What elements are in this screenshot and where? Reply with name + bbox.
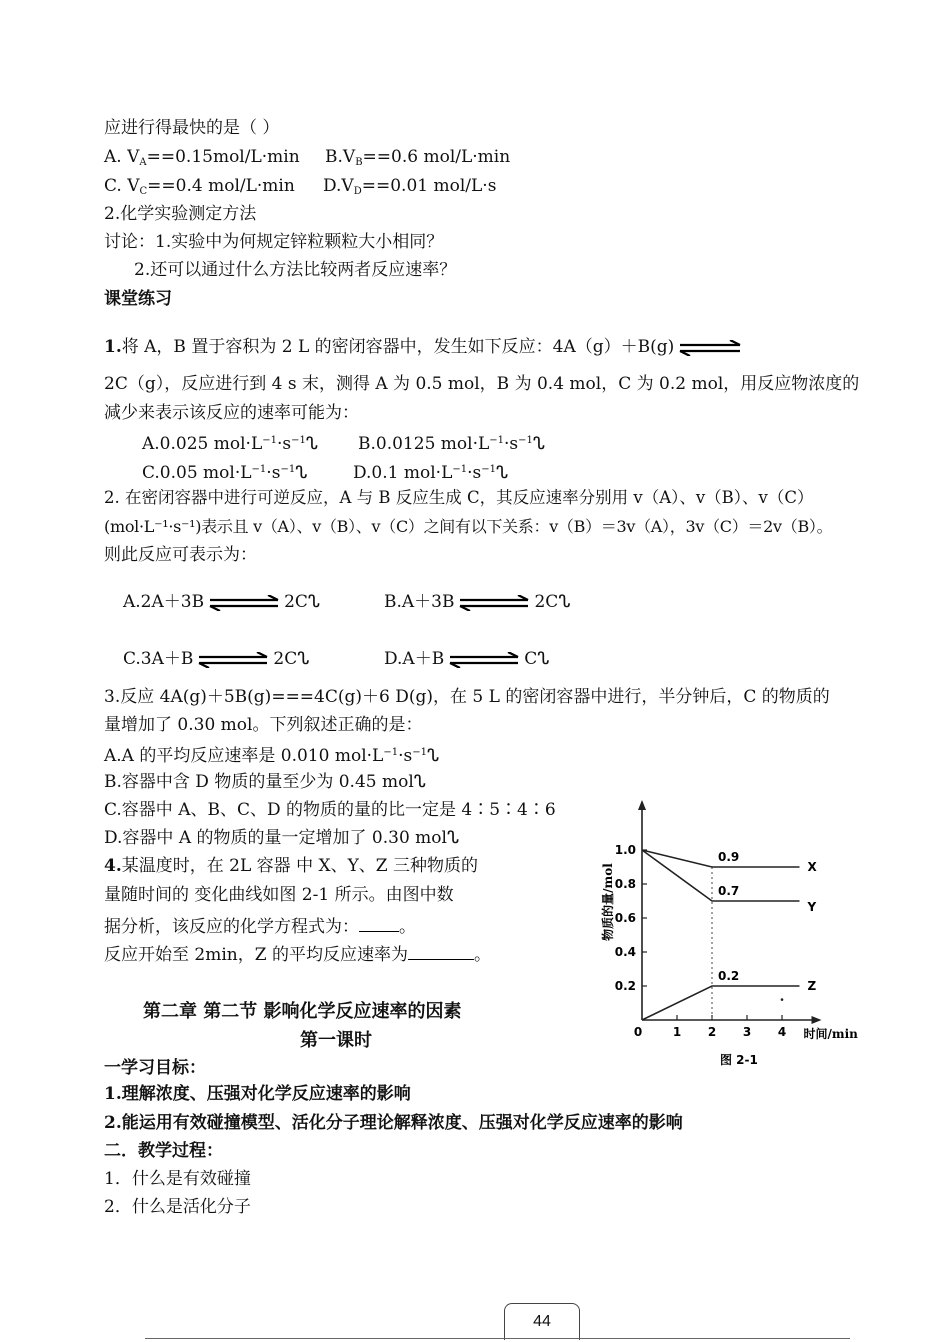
x-axis-label: 时间/min [803, 1027, 858, 1041]
scribble-icon: ᔐ [446, 828, 460, 848]
stray-dot [781, 998, 784, 1001]
y-tick-label: 0.8 [614, 877, 636, 891]
x-tick-label: 3 [742, 1025, 752, 1039]
page-number: 44 [504, 1303, 580, 1340]
series-label-z: Z [807, 979, 817, 993]
y-axis-arrow [638, 800, 646, 810]
q4-line4: 反应开始至 2min，Z 的平均反应速率为 。 [104, 941, 491, 966]
scribble-icon: ᔐ [496, 463, 509, 483]
q3-option-a: A.A 的平均反应速率是 0.010 $mol\cdot L^{-1}\cdot s^{-1}ᔐ$ [104, 746, 440, 766]
goals-heading: 一学习目标： [104, 1058, 206, 1078]
chart-caption: 图 2-1 [720, 1053, 758, 1067]
discussion-1: 讨论：1.实验中为何规定锌粒颗粒大小相同？ [104, 232, 444, 252]
point-label: 0.9 [718, 850, 740, 864]
reversible-arrow-icon [197, 652, 269, 668]
q2-line2: (mol·L⁻¹·s⁻¹)表示且 v（A）、v（B）、v（C）之间有以下关系：v（B）＝3v（A），3v（C）＝2v（B）。 [104, 517, 833, 536]
q1-option-d: D.0.1 $mol\cdot L^{-1}\cdot s^{-1}ᔐ$ [353, 463, 509, 483]
q4-line3: 据分析，该反应的化学方程式为： 。 [104, 913, 416, 938]
process-heading: 二．教学过程： [104, 1141, 223, 1161]
scribble-icon: ᔐ [305, 434, 318, 454]
q-top-option-d: $D.V_D==0.01$ mol/L·s [323, 176, 497, 197]
q4-line1: 4.某温度时，在 2L 容器 中 X、Y、Z 三种物质的 [104, 856, 479, 876]
y-tick-label: 0.6 [614, 911, 636, 925]
q2-line1: 2. 在密闭容器中进行可逆反应，A 与 B 反应生成 C，其反应速率分别用 v（A）、v（B）、v（C） [104, 488, 814, 507]
y-tick-label: 0.4 [614, 945, 636, 959]
goal-2: 2.能运用有效碰撞模型、活化分子理论解释浓度、压强对化学反应速率的影响 [104, 1113, 683, 1133]
point-label: 0.7 [718, 884, 740, 898]
scribble-icon: ᔐ [426, 746, 440, 766]
chart-axes [615, 800, 822, 1039]
q2-option-d: D.A＋B Cᔐ [384, 649, 550, 669]
x-tick-label: 0 [633, 1025, 643, 1039]
q1-line2: 2C（g），反应进行到 4 s 末，测得 A 为 0.5 mol，B 为 0.4 mol，C 为 0.2 mol，用反应物浓度的 [104, 374, 860, 394]
process-item-2: 2．什么是活化分子 [104, 1197, 251, 1217]
reversible-arrow-icon [458, 595, 530, 611]
process-item-1: 1．什么是有效碰撞 [104, 1169, 251, 1189]
q3-option-d: D.容器中 A 的物质的量一定增加了 0.30 molᔐ [104, 828, 460, 848]
q1-line1: 1.将 A，B 置于容积为 2 L 的密闭容器中，发生如下反应：4A（g）＋B(g) [104, 336, 746, 358]
q-top-option-c: C. $V_C==0.4$ mol/L·min [104, 176, 295, 197]
x-axis-arrow [812, 1016, 822, 1024]
reversible-arrow-icon [208, 595, 280, 611]
y-tick-label: 0.2 [614, 979, 636, 993]
point-label: 0.2 [718, 969, 740, 983]
practice-heading: 课堂练习 [104, 289, 172, 309]
lesson-title: 第一课时 [300, 1030, 372, 1051]
chart-marks [642, 850, 818, 1020]
series-line-z [642, 986, 800, 1020]
method-text: 2.化学实验测定方法 [104, 204, 257, 224]
q2-option-c: C.3A＋B 2Cᔐ [123, 649, 310, 669]
scribble-icon: ᔐ [413, 772, 426, 792]
x-tick-label: 1 [672, 1025, 682, 1039]
q3-option-c: C.容器中 A、B、C、D 的物质的量的比一定是 4∶5∶4∶6 [104, 800, 556, 820]
chapter-title: 第二章 第二节 影响化学反应速率的因素 [143, 1001, 462, 1022]
scribble-icon: ᔐ [537, 649, 550, 669]
scribble-icon: ᔐ [297, 649, 310, 669]
q2-option-b: B.A＋3B 2Cᔐ [384, 592, 571, 612]
q1-option-b: B.0.0125 $mol\cdot L^{-1}\cdot s^{-1}ᔐ$ [358, 434, 546, 454]
reversible-arrow-icon [448, 652, 520, 668]
q4-line2: 量随时间的 变化曲线如图 2-1 所示。由图中数 [104, 885, 454, 905]
q1-option-a: A.0.025 $mol\cdot L^{-1}\cdot s^{-1}ᔐ$ [142, 434, 318, 454]
q1-option-c: C.0.05 $mol\cdot L^{-1}\cdot s^{-1}ᔐ$ [142, 463, 308, 483]
series-label-x: X [807, 860, 817, 874]
q3-option-b: B.容器中含 D 物质的量至少为 0.45 molᔐ [104, 772, 426, 792]
q-top-option-b: $B.V_B==0.6$ mol/L·min [325, 147, 511, 168]
discussion-2: 2.还可以通过什么方法比较两者反应速率？ [134, 260, 457, 280]
scribble-icon: ᔐ [532, 434, 546, 454]
series-label-y: Y [807, 900, 817, 914]
x-tick-label: 4 [777, 1025, 787, 1039]
y-tick-label: 1.0 [614, 843, 636, 857]
q1-line3: 减少来表示该反应的速率可能为： [104, 403, 359, 423]
q3-line1: 3.反应 4A(g)＋5B(g)===4C(g)＋6 D(g)，在 5 L 的密闭容器中进行，半分钟后，C 的物质的 [104, 687, 830, 707]
answer-blank[interactable] [359, 913, 399, 932]
q3-line2: 量增加了 0.30 mol。下列叙述正确的是： [104, 715, 423, 735]
scribble-icon: ᔐ [307, 592, 321, 612]
q2-line3: 则此反应可表示为： [104, 545, 257, 565]
goal-1: 1.理解浓度、压强对化学反应速率的影响 [104, 1084, 411, 1104]
q-top-option-a: A. $V_A==0.15mol/L\cdot\min$ [104, 147, 300, 168]
x-tick-label: 2 [707, 1025, 717, 1039]
q-top-stem: 应进行得最快的是（ ） [104, 118, 280, 138]
footer-rule [145, 1338, 850, 1339]
reversible-arrow-icon [678, 340, 742, 356]
concentration-time-chart [596, 792, 886, 1072]
scribble-icon: ᔐ [558, 592, 571, 612]
q2-option-a: A.2A＋3B 2Cᔐ [123, 592, 321, 612]
answer-blank[interactable] [408, 941, 474, 960]
y-axis-label: 物质的量/mol [601, 863, 615, 941]
scribble-icon: ᔐ [295, 463, 308, 483]
